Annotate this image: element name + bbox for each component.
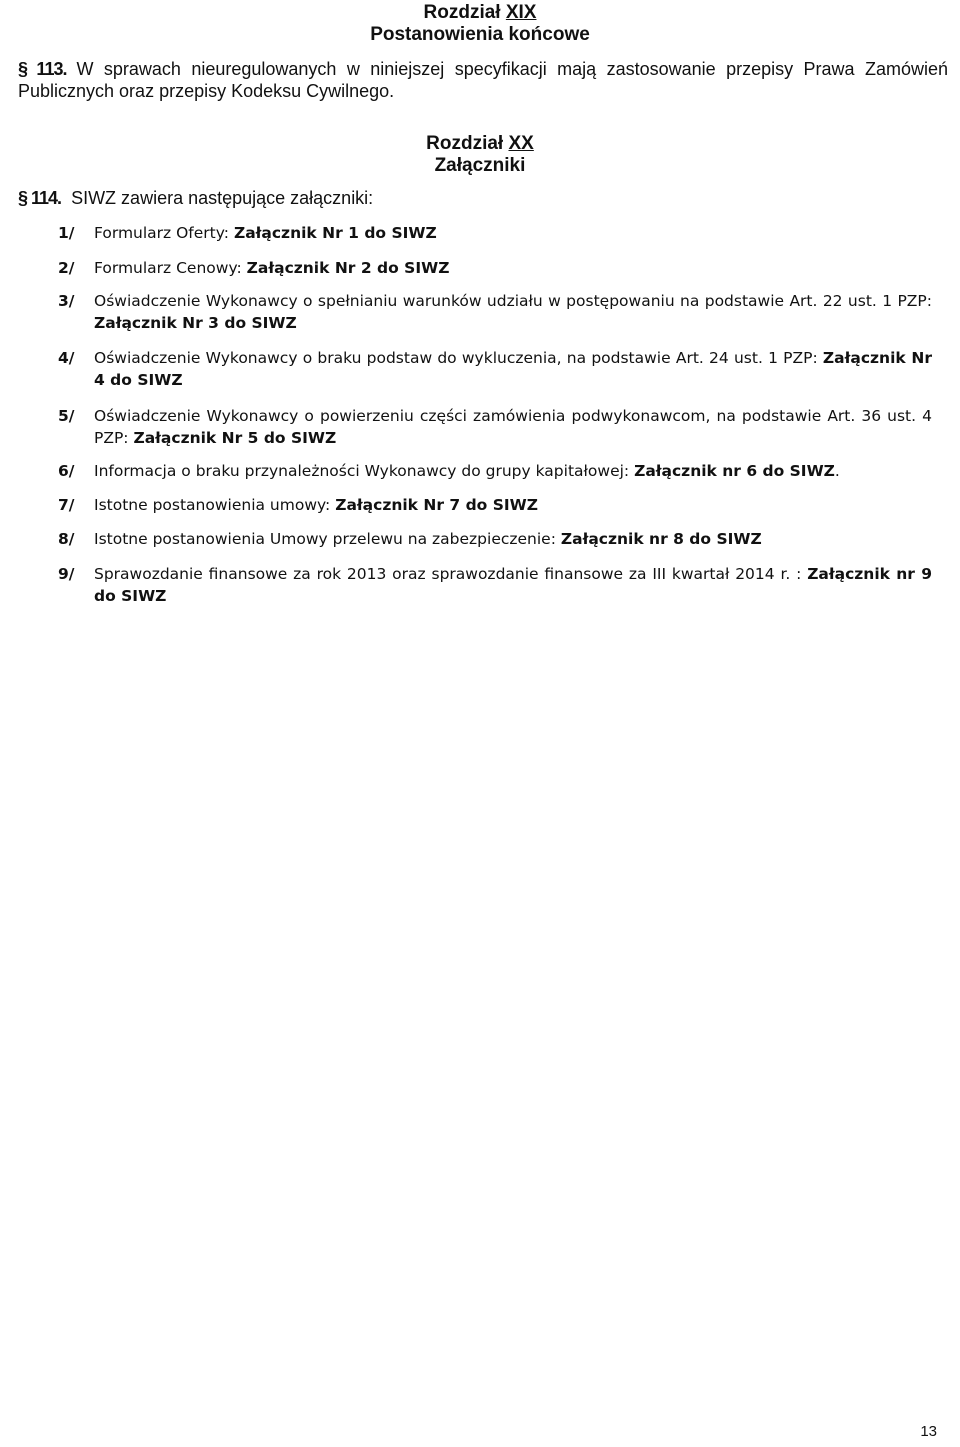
attachment-reference: Załącznik Nr 7 do SIWZ [335, 496, 538, 514]
paragraph-114-mark: § 114. [18, 188, 62, 208]
attachment-reference: Załącznik nr 6 do SIWZ [634, 462, 835, 480]
attachment-item-4 [58, 347, 932, 391]
attachment-description: Formularz Cenowy: [94, 259, 247, 277]
attachment-description: Formularz Oferty: [94, 224, 234, 242]
attachment-item-1 [58, 222, 932, 244]
paragraph-114-text: SIWZ zawiera następujące załączniki: [71, 188, 374, 208]
attachment-number: 8/ [58, 530, 75, 548]
attachment-number: 6/ [58, 462, 75, 480]
chapter-19-heading [0, 2, 960, 24]
page-number: 13 [920, 1423, 937, 1440]
paragraph-113 [18, 58, 948, 102]
attachment-number: 5/ [58, 407, 75, 425]
attachment-description: Oświadczenie Wykonawcy o spełnianiu warunków udziału w postępowaniu na podstawie Art. 22 ust. 1 PZP: [94, 292, 932, 310]
attachment-reference: Załącznik Nr 2 do SIWZ [246, 259, 450, 277]
attachment-item-2 [58, 257, 932, 279]
paragraph-113-text: W sprawach nieuregulowanych w niniejszej specyfikacji mają zastosowanie przepisy Prawa Zamówień Publicznych oraz przepisy Kodeksu Cywilnego. [18, 59, 948, 101]
attachment-description: Oświadczenie Wykonawcy o powierzeniu części zamówienia podwykonawcom, na podstawie Art. 36 ust. 4 PZP: [94, 407, 932, 447]
attachment-description: Istotne postanowienia Umowy przelewu na zabezpieczenie: [94, 530, 561, 548]
attachment-number: 1/ [58, 224, 75, 242]
attachment-item-3 [58, 290, 932, 334]
paragraph-113-mark: § 113. [18, 59, 67, 79]
chapter-19-prefix: Rozdział [423, 2, 501, 23]
attachment-item-6 [58, 460, 932, 482]
attachment-number: 7/ [58, 496, 75, 514]
attachment-suffix: . [834, 462, 840, 480]
chapter-20-title: Załączniki [434, 155, 526, 176]
attachment-number: 3/ [58, 292, 75, 310]
attachment-reference: Załącznik Nr 5 do SIWZ [133, 429, 337, 447]
attachment-reference: Załącznik Nr 4 do SIWZ [94, 349, 932, 389]
attachment-reference: Załącznik Nr 1 do SIWZ [233, 224, 437, 242]
chapter-20-heading [0, 133, 960, 155]
attachment-description: Sprawozdanie finansowe za rok 2013 oraz sprawozdanie finansowe za III kwartał 2014 r. : [94, 565, 808, 583]
attachment-reference: Załącznik nr 9 do SIWZ [94, 565, 932, 605]
attachment-description: Istotne postanowienia umowy: [94, 496, 336, 514]
paragraph-114 [18, 187, 948, 209]
chapter-19-numeral: XIX [505, 2, 537, 23]
attachment-item-7 [58, 494, 932, 516]
attachment-number: 2/ [58, 259, 75, 277]
attachment-number: 4/ [58, 349, 75, 367]
attachment-number: 9/ [58, 565, 75, 583]
attachment-reference: Załącznik Nr 3 do SIWZ [94, 314, 297, 332]
chapter-19-title: Postanowienia końcowe [370, 24, 590, 45]
attachment-description: Oświadczenie Wykonawcy o braku podstaw do wykluczenia, na podstawie Art. 24 ust. 1 PZP: [94, 349, 823, 367]
attachment-description: Informacja o braku przynależności Wykonawcy do grupy kapitałowej: [94, 462, 635, 480]
chapter-20-numeral: XX [508, 133, 534, 154]
attachment-item-9 [58, 563, 932, 607]
chapter-20-prefix: Rozdział [426, 133, 504, 154]
attachment-item-5 [58, 405, 932, 449]
attachment-item-8 [58, 528, 932, 550]
attachment-reference: Załącznik nr 8 do SIWZ [560, 530, 762, 548]
